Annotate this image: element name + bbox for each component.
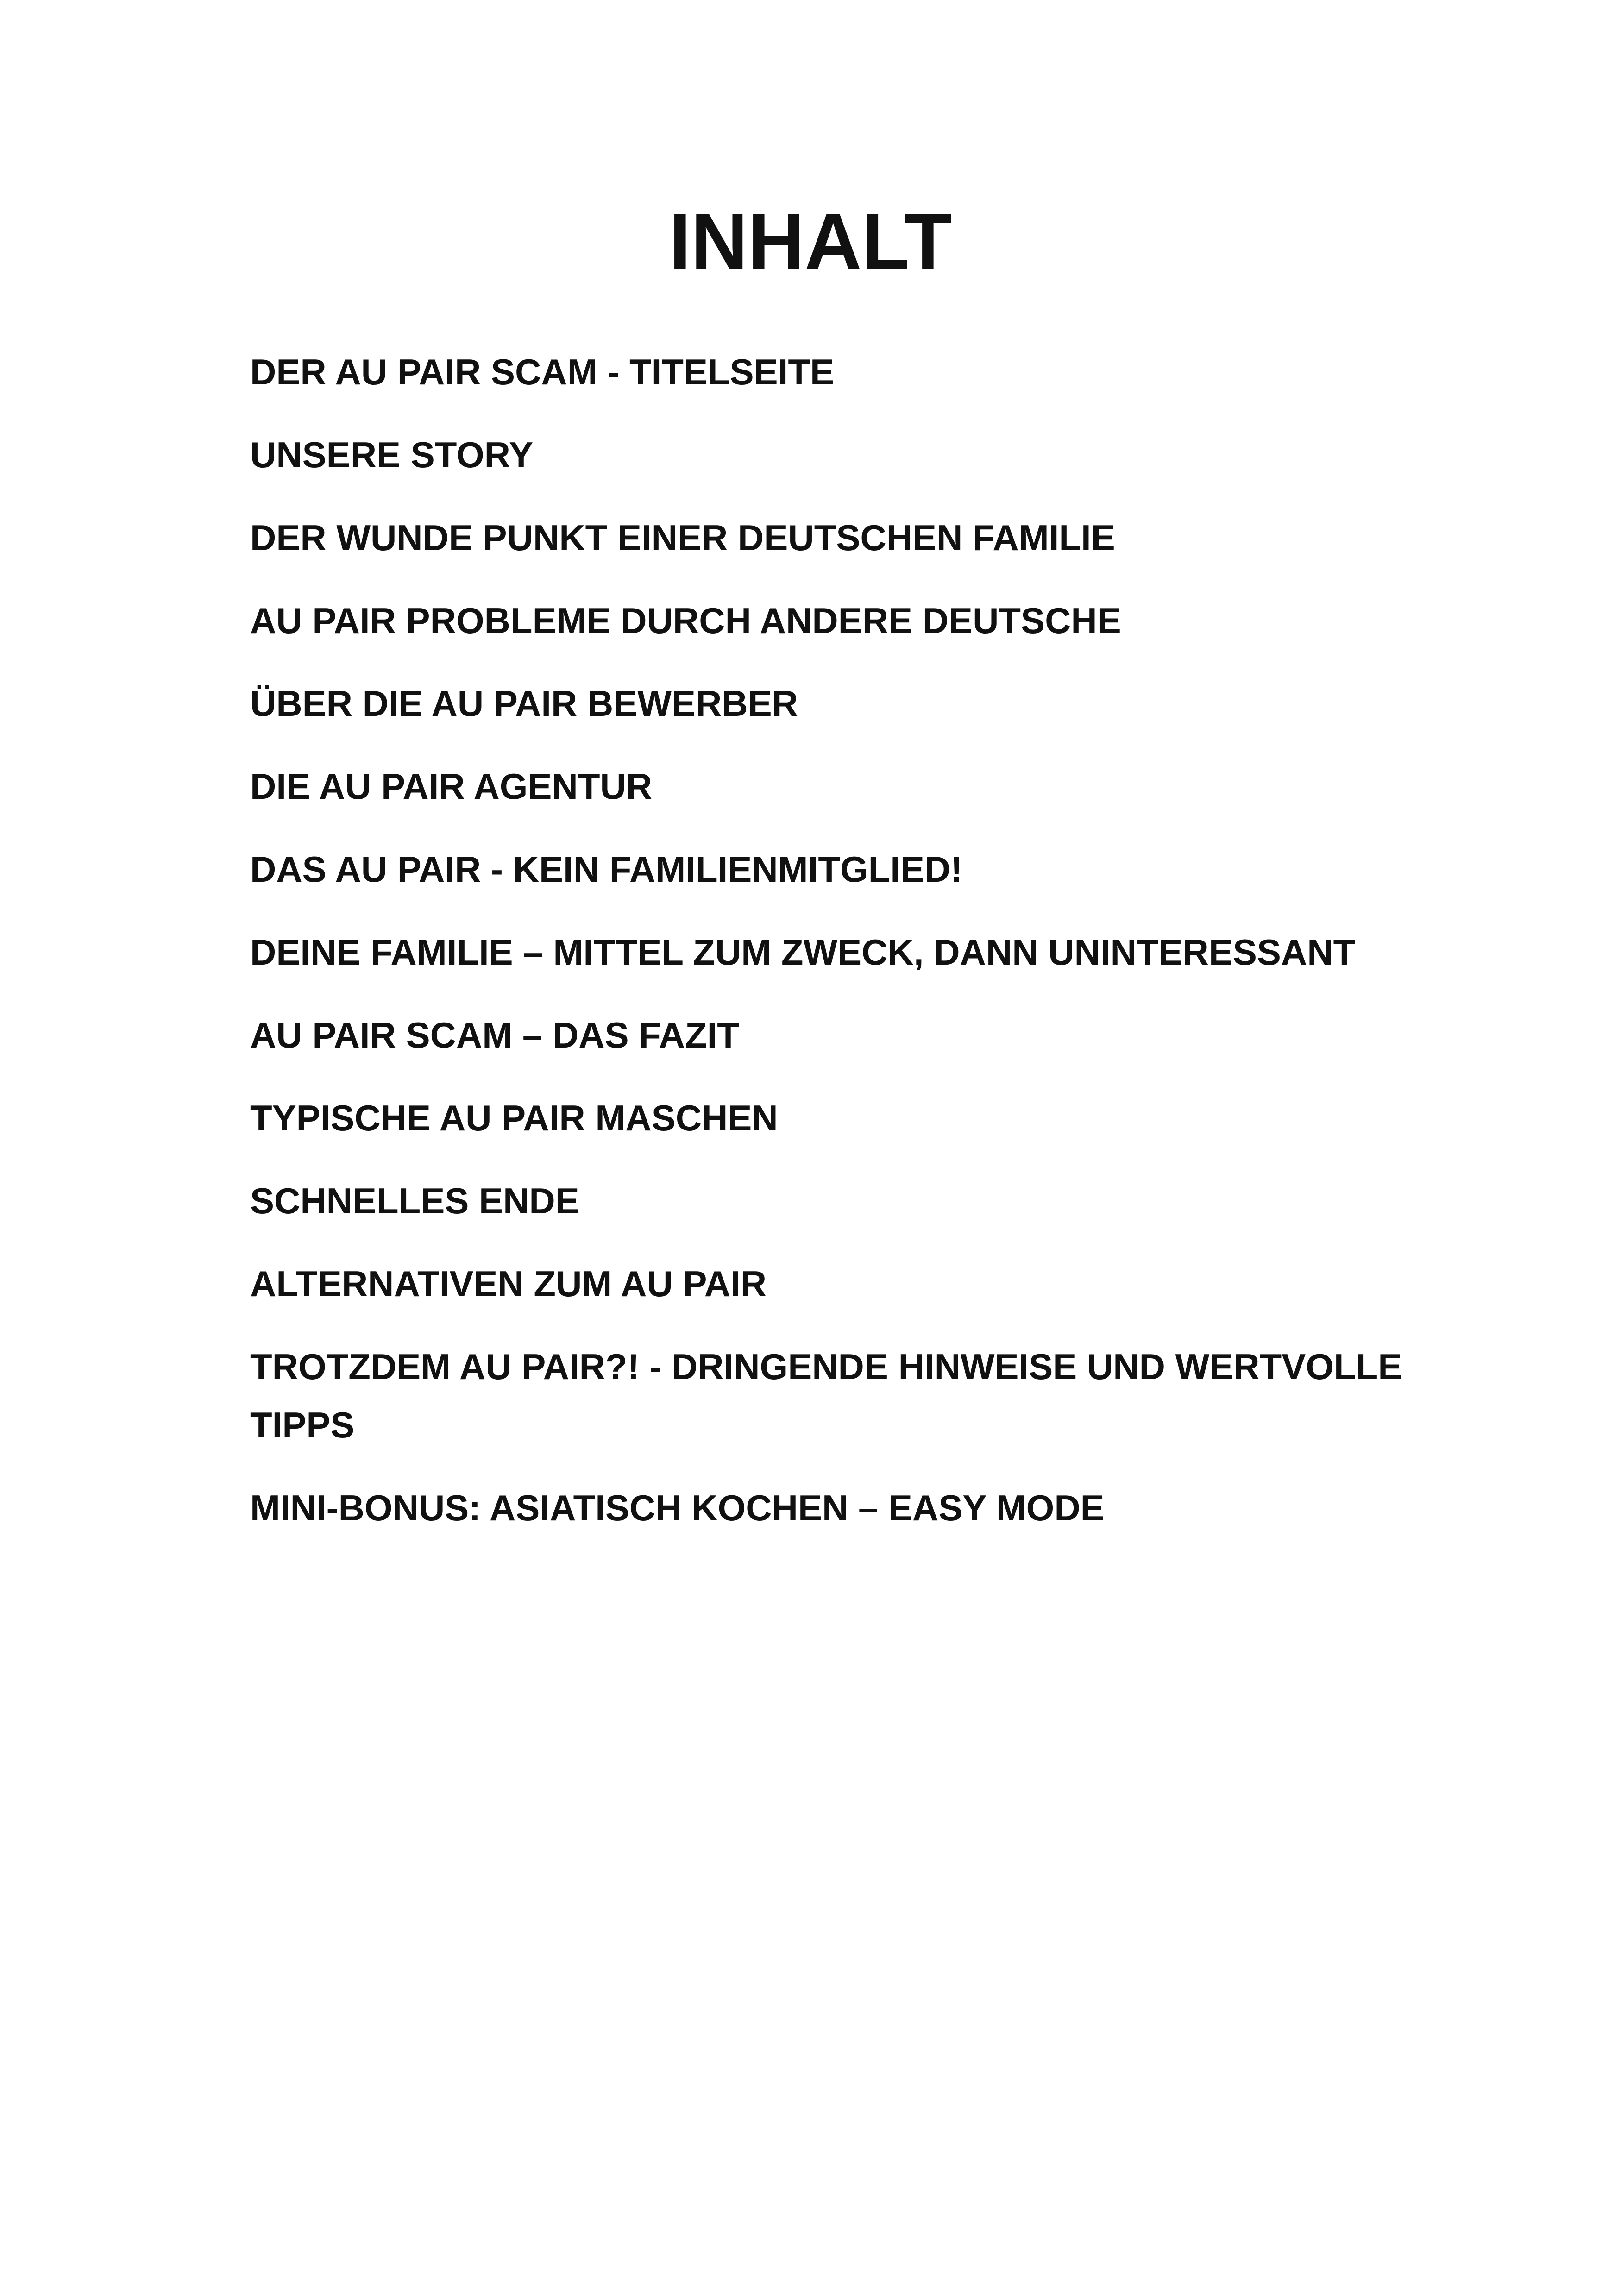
toc-entry: DAS AU PAIR - KEIN FAMILIENMITGLIED!: [250, 849, 963, 890]
toc-entry: DER WUNDE PUNKT EINER DEUTSCHEN FAMILIE: [250, 517, 1115, 558]
toc-entry: ALTERNATIVEN ZUM AU PAIR: [250, 1263, 767, 1304]
toc-title: INHALT: [669, 198, 952, 286]
toc-entry: DEINE FAMILIE – MITTEL ZUM ZWECK, DANN UNINTERESSANT: [250, 932, 1356, 972]
toc-entry: SCHNELLES ENDE: [250, 1180, 579, 1221]
toc-entry: ÜBER DIE AU PAIR BEWERBER: [250, 683, 798, 724]
toc-entry: AU PAIR PROBLEME DURCH ANDERE DEUTSCHE: [250, 600, 1121, 641]
toc-entry: TROTZDEM AU PAIR?! - DRINGENDE HINWEISE UND WERTVOLLE TIPPS: [250, 1346, 1402, 1445]
toc-entry: AU PAIR SCAM – DAS FAZIT: [250, 1015, 739, 1055]
toc-entry: UNSERE STORY: [250, 434, 534, 475]
toc-entry: TYPISCHE AU PAIR MASCHEN: [250, 1098, 778, 1138]
toc-list: [250, 343, 1454, 1562]
toc-entry: DIE AU PAIR AGENTUR: [250, 766, 653, 807]
toc-entry: DER AU PAIR SCAM - TITELSEITE: [250, 351, 835, 392]
toc-entry: MINI-BONUS: ASIATISCH KOCHEN – EASY MODE: [250, 1487, 1105, 1528]
